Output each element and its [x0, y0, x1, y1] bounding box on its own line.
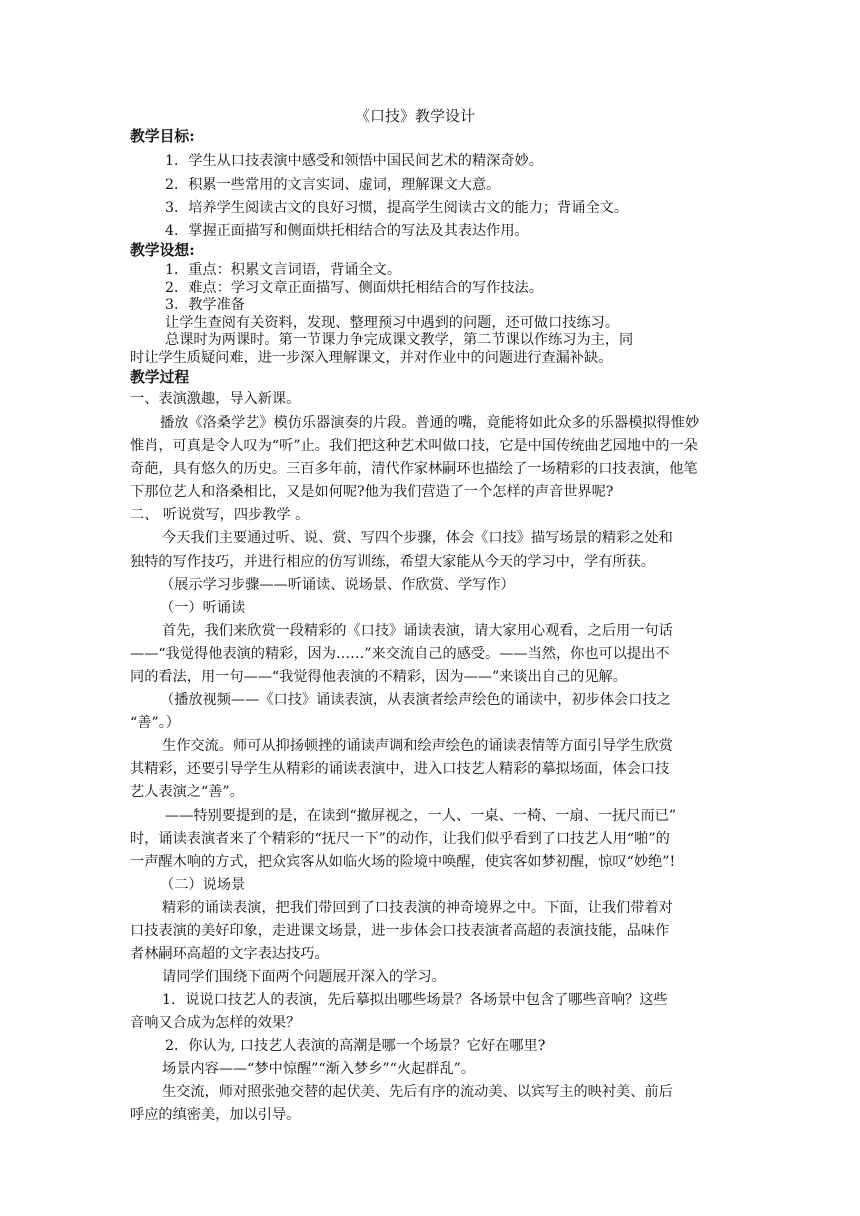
goals-heading: 教学目标: — [130, 128, 195, 145]
goal-item: 1．学生从口技表演中感受和领悟中国民间艺术的精深奇妙。 — [165, 153, 543, 169]
paragraph-line: 艺人表演之“善”。 — [130, 784, 244, 800]
paragraph-line: 播放《洛桑学艺》模仿乐器演奏的片段。普通的嘴，竟能将如此众多的乐器模拟得惟妙 — [160, 415, 700, 431]
paragraph-line: 口技表演的美好印象，走进课文场景，进一步体会口技表演者高超的表演技能，品味作 — [130, 923, 670, 939]
question-line: 1．说说口技艺人的表演，先后摹拟出哪些场景？各场景中包含了哪些音响？这些 — [162, 992, 668, 1008]
question-line: 2．你认为, 口技艺人表演的高潮是哪一个场景？它好在哪里? — [165, 1038, 546, 1054]
document-title: 《口技》教学设计 — [355, 107, 476, 125]
paragraph-line: 同的看法，用一句——“我觉得他表演的不精彩，因为——”来谈出自己的见解。 — [130, 669, 627, 685]
paragraph-line: 其精彩，还要引导学生从精彩的诵读表演中，进入口技艺人精彩的摹拟场面，体会口技 — [130, 761, 670, 777]
paragraph-line: 者林嗣环高超的文字表达技巧。 — [130, 946, 329, 962]
paragraph-line: 生作交流。师可从抑扬顿挫的诵读声调和绘声绘色的诵读表情等方面引导学生欣赏 — [162, 738, 673, 754]
paragraph-line: 请同学们围绕下面两个问题展开深入的学习。 — [162, 969, 446, 985]
paragraph-line: 时，诵读表演者来了个精彩的“抚尺一下”的动作，让我们似乎看到了口技艺人用“啪”的 — [130, 831, 670, 847]
paragraph-line: （播放视频——《口技》诵读表演，从表演者绘声绘色的诵读中，初步体会口技之 — [160, 692, 671, 708]
goal-item: 3．培养学生阅读古文的良好习惯，提高学生阅读古文的能力；背诵全文。 — [165, 200, 629, 216]
design-item: 2．难点：学习文章正面描写、侧面烘托相结合的写作技法。 — [165, 280, 543, 296]
subsection-title: （一）听诵读 — [160, 600, 246, 616]
goal-item: 4．掌握正面描写和侧面烘托相结合的写法及其表达作用。 — [165, 223, 529, 239]
design-item: 3．教学准备 — [165, 297, 245, 313]
steps-note: （展示学习步骤——听诵读、说场景、作欣赏、学写作） — [160, 577, 515, 593]
design-item: 总课时为两课时。第一节课力争完成课文教学，第二节课以作练习为主，同 — [165, 332, 634, 348]
paragraph-line: 生交流，师对照张弛交替的起伏美、先后有序的流动美、以宾写主的映衬美、前后 — [162, 1084, 673, 1100]
paragraph-line: 奇葩，具有悠久的历史。三百多年前，清代作家林嗣环也描绘了一场精彩的口技表演，他笔 — [130, 461, 698, 477]
paragraph-line: ——特别要提到的是，在读到“撤屏视之，一人、一桌、一椅、一扇、一抚尺而已” — [165, 808, 677, 824]
paragraph-line: ——“我觉得他表演的精彩，因为……”来交流自己的感受。——当然，你也可以提出不 — [130, 646, 670, 662]
process-heading: 教学过程 — [130, 369, 190, 386]
paragraph-line: 独特的写作技巧，并进行相应的仿写训练，希望大家能从今天的学习中，学有所获。 — [130, 554, 655, 570]
design-item: 时让学生质疑问难，进一步深入理解课文，并对作业中的问题进行查漏补缺。 — [130, 350, 613, 366]
subsection-title: （二）说场景 — [160, 877, 246, 893]
goal-item: 2．积累一些常用的文言实词、虚词，理解课文大意。 — [165, 177, 501, 193]
paragraph-line: 下那位艺人和洛桑相比，又是如何呢?他为我们营造了一个怎样的声音世界呢? — [130, 484, 614, 500]
paragraph-line: “善”。） — [130, 715, 180, 731]
design-heading: 教学设想: — [130, 242, 195, 259]
paragraph-line: 首先，我们来欣赏一段精彩的《口技》诵读表演，请大家用心观看，之后用一句话 — [162, 623, 673, 639]
paragraph-line: 惟肖，可真是令人叹为“听”止。我们把这种艺术叫做口技，它是中国传统曲艺园地中的一朵 — [130, 438, 698, 454]
scene-content: 场景内容——“梦中惊醒”“渐入梦乡”“火起群乱”。 — [162, 1061, 476, 1077]
paragraph-line: 呼应的缜密美，加以引导。 — [130, 1107, 301, 1123]
design-item: 让学生查阅有关资料，发现、整理预习中遇到的问题，还可做口技练习。 — [165, 315, 620, 331]
paragraph-line: 今天我们主要通过听、说、赏、写四个步骤，体会《口技》描写场景的精彩之处和 — [162, 530, 673, 546]
section-title: 一、表演激趣，导入新课。 — [130, 391, 301, 407]
paragraph-line: 一声醒木响的方式，把众宾客从如临火场的险境中唤醒，使宾客如梦初醒，惊叹“妙绝”! — [130, 854, 676, 870]
design-item: 1．重点：积累文言词语，背诵全文。 — [165, 262, 402, 278]
section-title: 二、 听说赏写，四步教学 。 — [130, 507, 310, 523]
paragraph-line: 精彩的诵读表演，把我们带回到了口技表演的神奇境界之中。下面，让我们带着对 — [162, 900, 673, 916]
question-line: 音响又合成为怎样的效果？ — [130, 1015, 301, 1031]
